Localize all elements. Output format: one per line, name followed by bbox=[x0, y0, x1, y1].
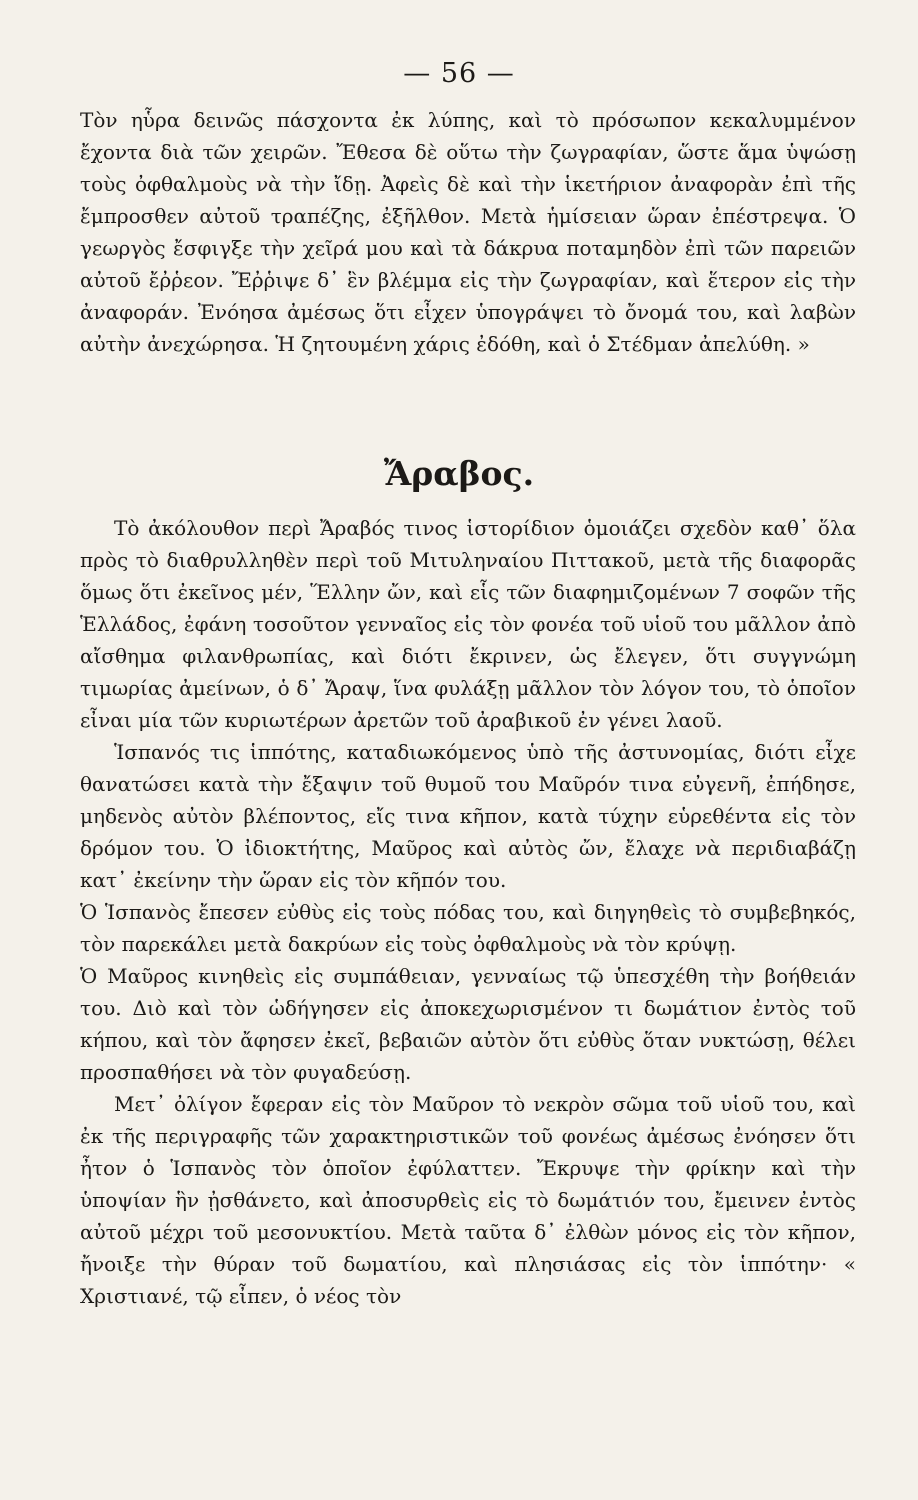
paragraph: Ἱσπανός τις ἱππότης, καταδιωκόμενος ὑπὸ τῆς ἀστυνομίας, διότι εἶχε θανατώσει κατὰ τὴν ἔξαψιν τοῦ θυμοῦ του Μαῦρόν τινα εὐγενῆ, ἐπήδησε, μηδενὸς αὐτὸν βλέποντος, εἴς τινα κῆπον, κατὰ τύχην εὑρεθέντα εἰς τὸν δρόμον του. Ὁ ἰδιοκτήτης, Μαῦρος καὶ αὐτὸς ὤν, ἔλαχε νὰ περιδιαβάζῃ κατ᾽ ἐκείνην τὴν ὥραν εἰς τὸν κῆπόν του. bbox=[80, 740, 856, 892]
page-number: — 56 — bbox=[403, 58, 515, 89]
paragraph: Μετ᾽ ὀλίγον ἔφεραν εἰς τὸν Μαῦρον τὸ νεκρὸν σῶμα τοῦ υἱοῦ του, καὶ ἐκ τῆς περιγραφῆς τῶν χαρακτηριστικῶν τοῦ φονέως ἀμέσως ἐνόησεν ὅτι ἦτον ὁ Ἱσπανὸς τὸν ὁποῖον ἐφύλαττεν. Ἔκρυψε τὴν φρίκην καὶ τὴν ὑποψίαν ἣν ᾐσθάνετο, καὶ ἀποσυρθεὶς εἰς τὸ δωμάτιόν του, ἔμεινεν ἐντὸς αὐτοῦ μέχρι τοῦ μεσονυκτίου. Μετὰ ταῦτα δ᾽ ἐλθὼν μόνος εἰς τὸν κῆπον, ἤνοιξε τὴν θύραν τοῦ δωματίου, καὶ πλησιάσας εἰς τὸν ἱππότην· « Χριστιανέ, τῷ εἶπεν, ὁ νέος τὸν bbox=[80, 1092, 856, 1308]
paragraph: Ὁ Μαῦρος κινηθεὶς εἰς συμπάθειαν, γενναίως τῷ ὑπεσχέθη τὴν βοήθειάν του. Διὸ καὶ τὸν ὡδήγησεν εἰς ἀποκεχωρισμένον τι δωμάτιον ἐντὸς τοῦ κήπου, καὶ τὸν ἄφησεν ἐκεῖ, βεβαιῶν αὐτὸν ὅτι εὐθὺς ὅταν νυκτώσῃ, θέλει προσπαθήσει νὰ τὸν φυγαδεύσῃ. bbox=[80, 964, 856, 1084]
section-heading: Ἄραβος. bbox=[383, 454, 535, 493]
paragraph: Ὁ Ἱσπανὸς ἔπεσεν εὐθὺς εἰς τοὺς πόδας του, καὶ διηγηθεὶς τὸ συμβεβηκός, τὸν παρεκάλει μετὰ δακρύων εἰς τοὺς ὀφθαλμοὺς νὰ τὸν κρύψῃ. bbox=[80, 900, 856, 956]
paragraph: Τὸν ηὗρα δεινῶς πάσχοντα ἐκ λύπης, καὶ τὸ πρόσωπον κεκαλυμμένον ἔχοντα διὰ τῶν χειρῶν. Ἔθεσα δὲ οὕτω τὴν ζωγραφίαν, ὥστε ἅμα ὑψώσῃ τοὺς ὀφθαλμοὺς νὰ τὴν ἴδῃ. Ἀφεὶς δὲ καὶ τὴν ἱκετήριον ἀναφορὰν ἐπὶ τῆς ἔμπροσθεν αὐτοῦ τραπέζης, ἐξῆλθον. Μετὰ ἡμίσειαν ὥραν ἐπέστρεψα. Ὁ γεωργὸς ἔσφιγξε τὴν χεῖρά μου καὶ τὰ δάκρυα ποταμηδὸν ἐπὶ τῶν παρειῶν αὐτοῦ ἔῤῥεον. Ἔῤῥιψε δ᾽ ἓν βλέμμα εἰς τὴν ζωγραφίαν, καὶ ἕτερον εἰς τὴν ἀναφοράν. Ἐνόησα ἀμέσως ὅτι εἶχεν ὑπογράψει τὸ ὄνομά του, καὶ λαβὼν αὐτὴν ἀνεχώρησα. Ἡ ζητουμένη χάρις ἐδόθη, καὶ ὁ Στέδμαν ἀπελύθη. » bbox=[80, 108, 856, 356]
text-block-top bbox=[80, 104, 856, 360]
text-block-bottom bbox=[80, 512, 856, 1312]
paragraph: Τὸ ἀκόλουθον περὶ Ἄραβός τινος ἱστορίδιον ὁμοιάζει σχεδὸν καθ᾽ ὅλα πρὸς τὸ διαθρυλληθὲν περὶ τοῦ Μιτυληναίου Πιττακοῦ, μετὰ τῆς διαφορᾶς ὅμως ὅτι ἐκεῖνος μέν, Ἕλλην ὤν, καὶ εἷς τῶν διαφημιζομένων 7 σοφῶν τῆς Ἑλλάδος, ἐφάνη τοσοῦτον γενναῖος εἰς τὸν φονέα τοῦ υἱοῦ του μᾶλλον ἀπὸ αἴσθημα φιλανθρωπίας, καὶ διότι ἔκρινεν, ὡς ἔλεγεν, ὅτι συγγνώμη τιμωρίας ἀμείνων, ὁ δ᾽ Ἄραψ, ἵνα φυλάξῃ μᾶλλον τὸν λόγον του, τὸ ὁποῖον εἶναι μία τῶν κυριωτέρων ἀρετῶν τοῦ ἀραβικοῦ ἐν γένει λαοῦ. bbox=[80, 516, 856, 732]
